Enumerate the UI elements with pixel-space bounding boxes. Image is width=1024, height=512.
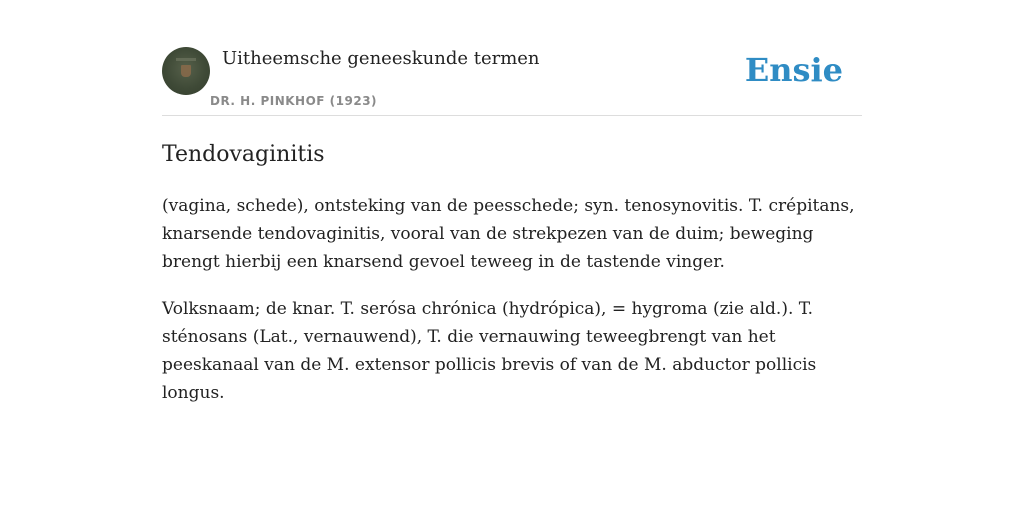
entry-paragraph: Volksnaam; de knar. T. serósa chrónica (hydrópica), = hygroma (zie ald.). T. sténosans (Lat., vernauwend), T. die vernauwing teweegbrengt van het peeskanaal van de M. extensor pollicis brevis of van de M. abductor pollicis longus.	[162, 299, 817, 403]
entry-title: Tendovaginitis	[162, 142, 325, 167]
cover-ornament	[176, 58, 196, 61]
entry-paragraph: (vagina, schede), ontsteking van de peesschede; syn. tenosynovitis. T. crépitans, knarsende tendovaginitis, vooral van de strekpezen van de duim; beweging brengt hierbij een knarsend gevoel teweeg in de tastende vinger.	[162, 196, 855, 272]
page	[162, 0, 862, 407]
book-cover-avatar[interactable]	[162, 47, 210, 95]
book-author: DR. H. PINKHOF (1923)	[210, 94, 378, 108]
book-title[interactable]: Uitheemsche geneeskunde termen	[222, 48, 540, 69]
cover-emblem-icon	[181, 65, 191, 77]
ensie-logo[interactable]: Ensie	[744, 51, 843, 89]
entry-body	[162, 192, 862, 407]
source-header	[162, 47, 862, 116]
